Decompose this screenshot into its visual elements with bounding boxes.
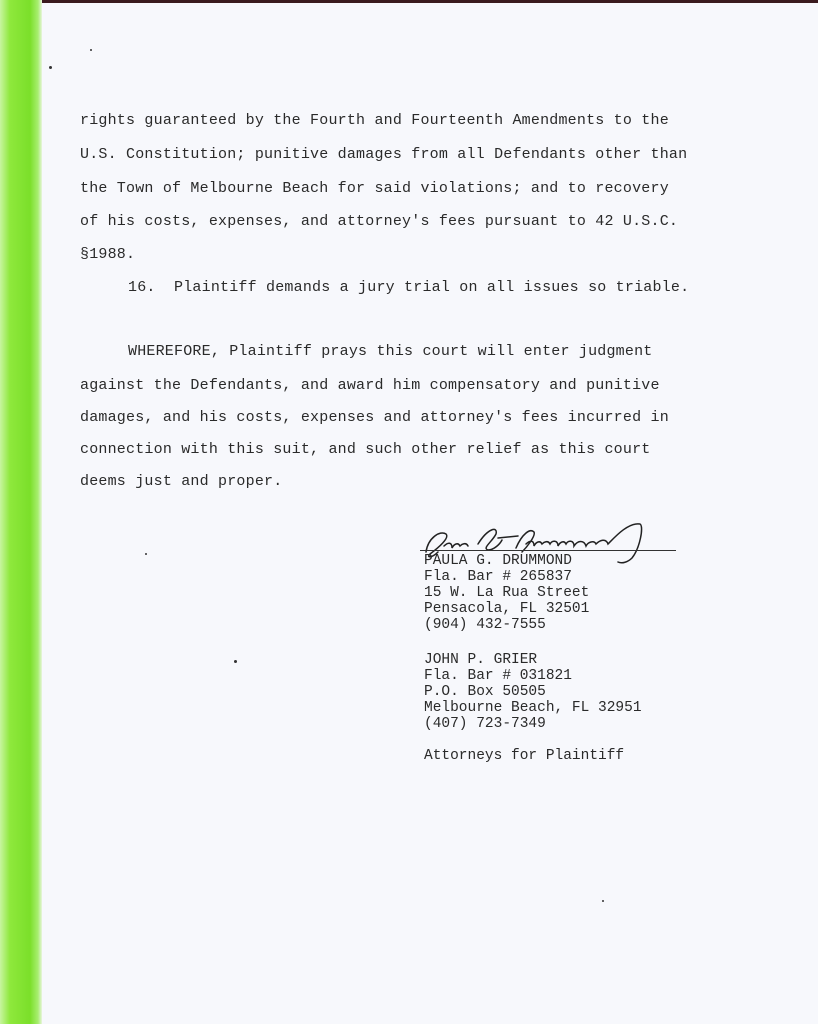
attorney-city: Pensacola, FL 32501 bbox=[424, 601, 590, 617]
jury-demand-paragraph: 16. Plaintiff demands a jury trial on all issues so triable. bbox=[128, 279, 690, 296]
signature-line bbox=[420, 550, 676, 551]
attorney-bar-number: Fla. Bar # 265837 bbox=[424, 569, 572, 585]
body-line: rights guaranteed by the Fourth and Fourteenth Amendments to the bbox=[80, 112, 669, 129]
body-line: U.S. Constitution; punitive damages from all Defendants other than bbox=[80, 146, 688, 163]
scan-speck bbox=[49, 66, 52, 69]
wherefore-line: against the Defendants, and award him compensatory and punitive bbox=[80, 377, 660, 394]
scan-green-edge bbox=[0, 0, 42, 1024]
attorney-bar-number: Fla. Bar # 031821 bbox=[424, 668, 572, 684]
attorneys-for-plaintiff: Attorneys for Plaintiff bbox=[424, 748, 625, 764]
scan-speck bbox=[602, 900, 604, 902]
body-line: of his costs, expenses, and attorney's fees pursuant to 42 U.S.C. bbox=[80, 213, 679, 230]
scan-speck bbox=[234, 660, 237, 663]
scan-speck bbox=[145, 553, 147, 555]
body-line: §1988. bbox=[80, 246, 136, 263]
scan-speck bbox=[90, 49, 92, 51]
attorney-street: 15 W. La Rua Street bbox=[424, 585, 590, 601]
attorney-phone: (407) 723-7349 bbox=[424, 716, 546, 732]
attorney-name: PAULA G. DRUMMOND bbox=[424, 553, 572, 569]
wherefore-line: deems just and proper. bbox=[80, 473, 283, 490]
attorney-city: Melbourne Beach, FL 32951 bbox=[424, 700, 642, 716]
wherefore-line: connection with this suit, and such other relief as this court bbox=[80, 441, 651, 458]
body-line: the Town of Melbourne Beach for said violations; and to recovery bbox=[80, 180, 669, 197]
attorney-street: P.O. Box 50505 bbox=[424, 684, 546, 700]
attorney-name: JOHN P. GRIER bbox=[424, 652, 538, 668]
wherefore-line: WHEREFORE, Plaintiff prays this court will enter judgment bbox=[128, 343, 653, 360]
wherefore-line: damages, and his costs, expenses and attorney's fees incurred in bbox=[80, 409, 669, 426]
attorney-phone: (904) 432-7555 bbox=[424, 617, 546, 633]
